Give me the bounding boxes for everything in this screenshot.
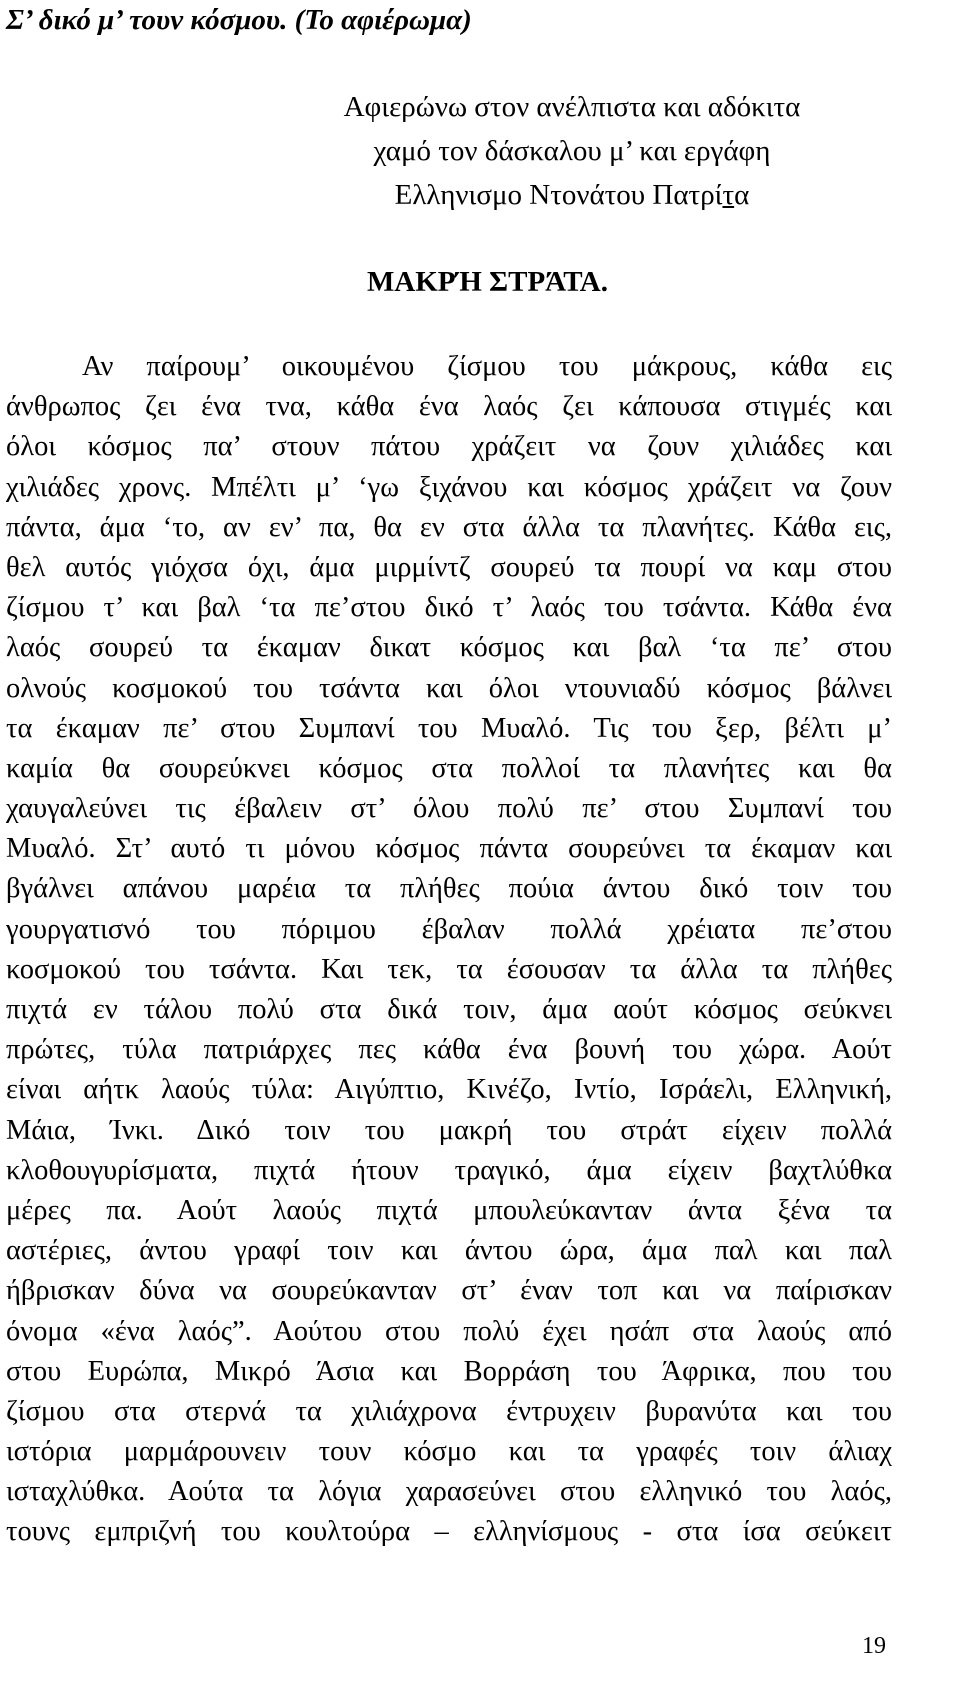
text-line: τα έκαμαν πε’ στου Συμπανί του Μυαλό. Τις του ξερ, βέλτι μ’	[6, 712, 892, 744]
text-line: χιλιάδες χρονς. Μπέλτι μ’ ‘γω ξιχάνου και κόσμος χράζειτ να ζουν	[6, 471, 892, 503]
text-line: ολνούς κοσμοκού του τσάντα και όλοι ντουνιαδύ κόσμος βάλνει	[6, 672, 892, 704]
text-line: ιστόρια μαρμάρουνειν τουν κόσμο και τα γραφές τοιν άλιαχ	[6, 1436, 892, 1468]
page-number: 19	[862, 1633, 886, 1659]
text-line: άνθρωπος ζει ένα τνα, κάθα ένα λαός ζει κάπουσα στιγμές και	[6, 391, 892, 423]
body-text	[6, 347, 892, 1553]
underlined-letter: τ	[722, 179, 735, 211]
text-line: πάντα, άμα ‘το, αν εν’ πα, θα εν στα άλλα τα πλανήτες. Κάθα εις,	[6, 511, 892, 543]
text-line: γουργατισνό του πόριμου έβαλαν πολλά χρέιατα πε’στου	[6, 913, 892, 945]
text-line: στου Ευρώπα, Μικρό Άσια και Βορράση του Άφρικα, που του	[6, 1355, 892, 1387]
text-line: αστέριες, άντου γραφί τοιν και άντου ώρα, άμα παλ και παλ	[6, 1235, 892, 1267]
text-line: Μυαλό. Στ’ αυτό τι μόνου κόσμος πάντα σουρεύνει τα έκαμαν και	[6, 833, 892, 865]
dedication-line-3	[312, 175, 832, 215]
text-line: πιχτά εν τάλου πολύ στα δικά τοιν, άμα αούτ κόσμος σεύκνει	[6, 994, 892, 1025]
dedication-line-2: χαμό τον δάσκαλου μ’ και εργάφη	[373, 135, 771, 167]
text-line: Αν παίρουμ’ οικουμένου ζίσμου του μάκρους, κάθα εις	[82, 351, 892, 382]
text-line: μέρες πα. Αούτ λαούς πιχτά μπουλεύκανταν άντα ξένα τα	[6, 1194, 892, 1226]
text-line: είναι αήτκ λαούς τύλα: Αιγύπτιο, Κινέζο, Ιντίο, Ισράελι, Ελληνική,	[6, 1074, 892, 1106]
text-line: βγάλνει απάνου μαρέια τα πλήθες πούια άντου δικό τοιν του	[6, 873, 892, 905]
text-line: ζίσμου τ’ και βαλ ‘τα πε’στου δικό τ’ λαός του τσάντα. Κάθα ένα	[6, 592, 892, 624]
text-line: ζίσμου στα στερνά τα χιλιάχρονα έντρυχειν βυρανύτα και του	[6, 1395, 892, 1427]
text-line: θελ αυτός γιόχσα όχι, άμα μιρμίντζ σουρεύ τα πουρί να καμ στου	[6, 551, 892, 583]
chapter-title: ΜΑΚΡΉ ΣΤΡΆΤΑ.	[366, 266, 608, 298]
text-line: Μάια, Ίνκι. Δικό τοιν του μακρή του στράτ είχειν πολλά	[6, 1114, 892, 1146]
text-line: πρώτες, τύλα πατριάρχες πες κάθα ένα βουνή του χώρα. Αούτ	[6, 1034, 892, 1066]
text-line: ήβρισκαν δύνα να σουρεύκανταν στ’ έναν τοπ και να παίρισκαν	[6, 1275, 892, 1307]
text-line: ισταχλύθκα. Αούτα τα λόγια χαρασεύνει στου ελληνικό του λαός,	[6, 1476, 892, 1508]
text-line: χαυγαλεύνει τις έβαλειν στ’ όλου πολύ πε’ στου Συμπανί του	[6, 793, 892, 825]
dedication-line-3-end: α	[734, 179, 750, 211]
text-line: κλοθουγυρίσματα, πιχτά ήτουν τραγικό, άμα είχειν βαχτλύθκα	[6, 1154, 892, 1186]
dedication-line-1: Αφιερώνω στον ανέλπιστα και αδόκιτα	[343, 91, 801, 123]
text-line: όνομα «ένα λαός”. Αούτου στου πολύ έχει ησάπ στα λαούς από	[6, 1315, 892, 1347]
text-line: κοσμοκού του τσάντα. Και τεκ, τα έσουσαν τα άλλα τα πλήθες	[6, 953, 892, 985]
text-line: λαός σουρεύ τα έκαμαν δικατ κόσμος και βαλ ‘τα πε’ στου	[6, 632, 892, 664]
text-line: τουνς εμπριζνή του κουλτούρα – ελληνίσμους - στα ίσα σεύκειτ	[6, 1516, 892, 1548]
text-line: καμία θα σουρεύκνει κόσμος στα πολλοί τα πλανήτες και θα	[6, 752, 892, 784]
dedication-line-3-text: Ελληνισμο Ντονάτου Πατρί	[394, 179, 723, 211]
text-line: όλοι κόσμος πα’ στουν πάτου χράζειτ να ζουν χιλιάδες και	[6, 431, 892, 463]
page-header: Σ’ δικό μ’ τουν κόσμου. (Το αφιέρωμα)	[6, 4, 472, 36]
